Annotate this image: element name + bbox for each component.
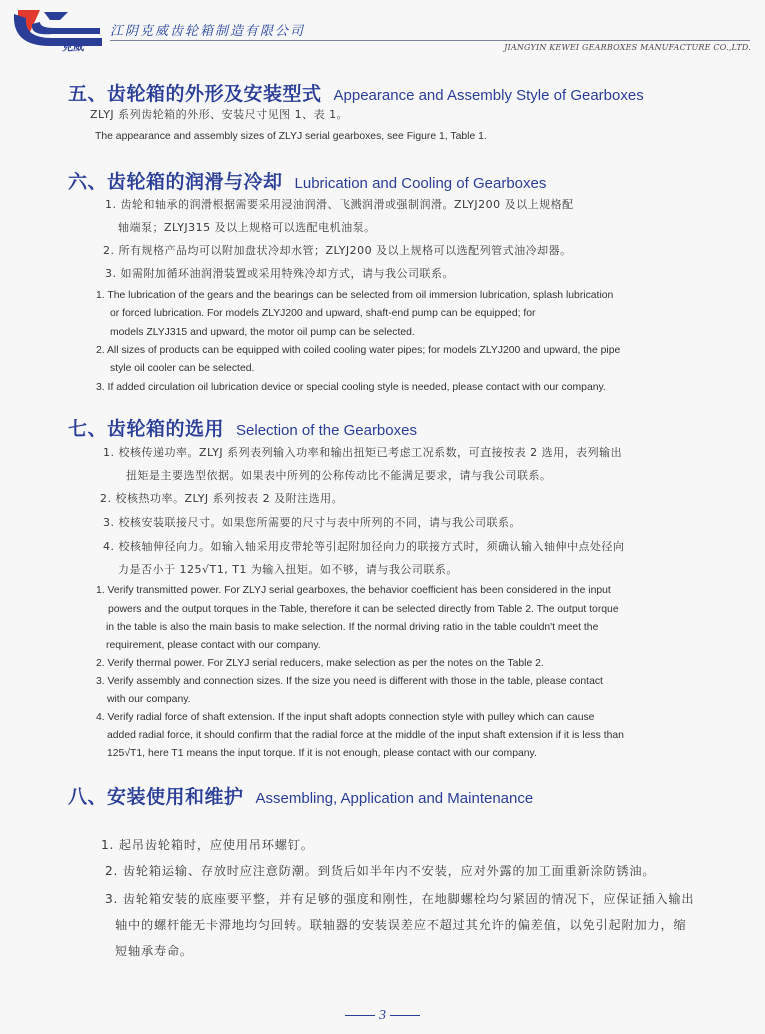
- section-7-line: 3. Verify assembly and connection sizes. If the size you need is different with those in the table, please contact: [96, 676, 603, 687]
- section-6-line: 3. If added circulation oil lubrication device or special cooling style is needed, please contact with our company.: [96, 382, 606, 393]
- section-7-line: in the table is also the main basis to make selection. If the normal driving ratio in the table couldn't meet the: [106, 622, 599, 633]
- section-7-line: 3. 校核安装联接尺寸。如果您所需要的尺寸与表中所列的不同，请与我公司联系。: [103, 516, 521, 529]
- section-8-line: 1. 起吊齿轮箱时，应使用吊环螺钉。: [101, 838, 314, 852]
- company-logo: [10, 6, 105, 52]
- section-6-title: [68, 167, 546, 194]
- section-5-line: ZLYJ 系列齿轮箱的外形、安装尺寸见图 1、表 1。: [90, 108, 349, 121]
- section-title-en: Lubrication and Cooling of Gearboxes: [294, 175, 547, 192]
- section-7-line: requirement, please contact with our company.: [106, 640, 321, 651]
- page-header: [0, 0, 765, 62]
- section-6-line: models ZLYJ315 and upward, the motor oil pump can be selected.: [110, 327, 415, 338]
- section-6-line: style oil cooler can be selected.: [110, 363, 255, 374]
- section-6-line: 1. The lubrication of the gears and the bearings can be selected from oil immersion lubrication, splash lubrication: [96, 290, 614, 301]
- section-8-title: [68, 782, 533, 809]
- section-8-line: 2. 齿轮箱运输、存放时应注意防潮。到货后如半年内不安装，应对外露的加工面重新涂防锈油。: [105, 864, 656, 878]
- section-7-line: 2. 校核热功率。ZLYJ 系列按表 2 及附注选用。: [100, 492, 344, 505]
- section-7-line: 扭矩是主要选型依据。如果表中所列的公称传动比不能满足要求，请与我公司联系。: [126, 469, 552, 482]
- section-7-line: 4. 校核轴伸径向力。如输入轴采用皮带轮等引起附加径向力的联接方式时，须确认输入轴伸中点处径向: [103, 540, 625, 553]
- section-7-line: with our company.: [107, 694, 191, 705]
- company-name-cn: 江阴克威齿轮箱制造有限公司: [110, 24, 306, 39]
- section-title-cn: 七、齿轮箱的选用: [68, 418, 225, 440]
- section-7-line: 力是否小于 125√T1, T1 为输入扭矩。如不够，请与我公司联系。: [118, 563, 458, 576]
- section-title-cn: 五、齿轮箱的外形及安装型式: [68, 83, 322, 105]
- footer-rule-right: [390, 1015, 420, 1016]
- section-7-line: powers and the output torques in the Table, therefore it can be selected directly from Table 2. The output torque: [108, 604, 619, 615]
- section-6-line: or forced lubrication. For models ZLYJ200 and upward, shaft-end pump can be equipped; for: [110, 308, 536, 319]
- section-title-en: Selection of the Gearboxes: [236, 422, 417, 439]
- section-7-title: [68, 414, 417, 441]
- section-7-line: added radial force, it should confirm that the radial force at the middle of the input shaft extension if it is less than: [107, 730, 624, 741]
- logo-text: 克威: [62, 40, 84, 52]
- section-6-line: 3. 如需附加循环油润滑装置或采用特殊冷却方式，请与我公司联系。: [105, 267, 454, 280]
- section-7-line: 125√T1, here T1 means the input torque. If it is not enough, please contact with our company.: [107, 748, 537, 759]
- page-footer: [0, 1005, 765, 1024]
- header-divider: [110, 40, 750, 41]
- section-6-line: 轴端泵；ZLYJ315 及以上规格可以选配电机油泵。: [118, 221, 376, 234]
- section-8-line: 轴中的螺杆能无卡滞地均匀回转。联轴器的安装误差应不超过其允许的偏差值，以免引起附加力，缩: [115, 918, 687, 932]
- section-7-line: 2. Verify thermal power. For ZLYJ serial reducers, make selection as per the notes on the Table 2.: [96, 658, 544, 669]
- section-title-cn: 六、齿轮箱的润滑与冷却: [68, 171, 283, 193]
- page-number: 3: [379, 1007, 386, 1023]
- section-8-line: 3. 齿轮箱安装的底座要平整，并有足够的强度和刚性，在地脚螺栓均匀紧固的情况下，应保证插入输出: [105, 892, 695, 906]
- company-name-en: JIANGYIN KEWEI GEARBOXES MANUFACTURE CO.,LTD.: [504, 43, 751, 52]
- section-5-line: The appearance and assembly sizes of ZLYJ serial gearboxes, see Figure 1, Table 1.: [95, 131, 487, 142]
- section-7-line: 4. Verify radial force of shaft extension. If the input shaft adopts connection style with pulley which can cause: [96, 712, 595, 723]
- section-6-line: 2. All sizes of products can be equipped with coiled cooling water pipes; for models ZLYJ200 and upward, the pipe: [96, 345, 621, 356]
- section-7-line: 1. Verify transmitted power. For ZLYJ serial gearboxes, the behavior coefficient has been considered in the input: [96, 585, 611, 596]
- section-title-en: Appearance and Assembly Style of Gearboxes: [333, 87, 644, 104]
- footer-rule-left: [345, 1015, 375, 1016]
- section-title-cn: 八、安装使用和维护: [68, 786, 244, 808]
- section-title-en: Assembling, Application and Maintenance: [255, 790, 534, 807]
- section-6-line: 2. 所有规格产品均可以附加盘状冷却水管；ZLYJ200 及以上规格可以选配列管式油冷却器。: [103, 244, 572, 257]
- section-6-line: 1. 齿轮和轴承的润滑根据需要采用浸油润滑、飞溅润滑或强制润滑。ZLYJ200 及以上规格配: [105, 198, 574, 211]
- section-5-title: [68, 79, 644, 106]
- section-8-line: 短轴承寿命。: [115, 944, 193, 958]
- section-7-line: 1. 校核传递功率。ZLYJ 系列表列输入功率和输出扭矩已考虑工况系数，可直接按表 2 选用，表列输出: [103, 446, 623, 459]
